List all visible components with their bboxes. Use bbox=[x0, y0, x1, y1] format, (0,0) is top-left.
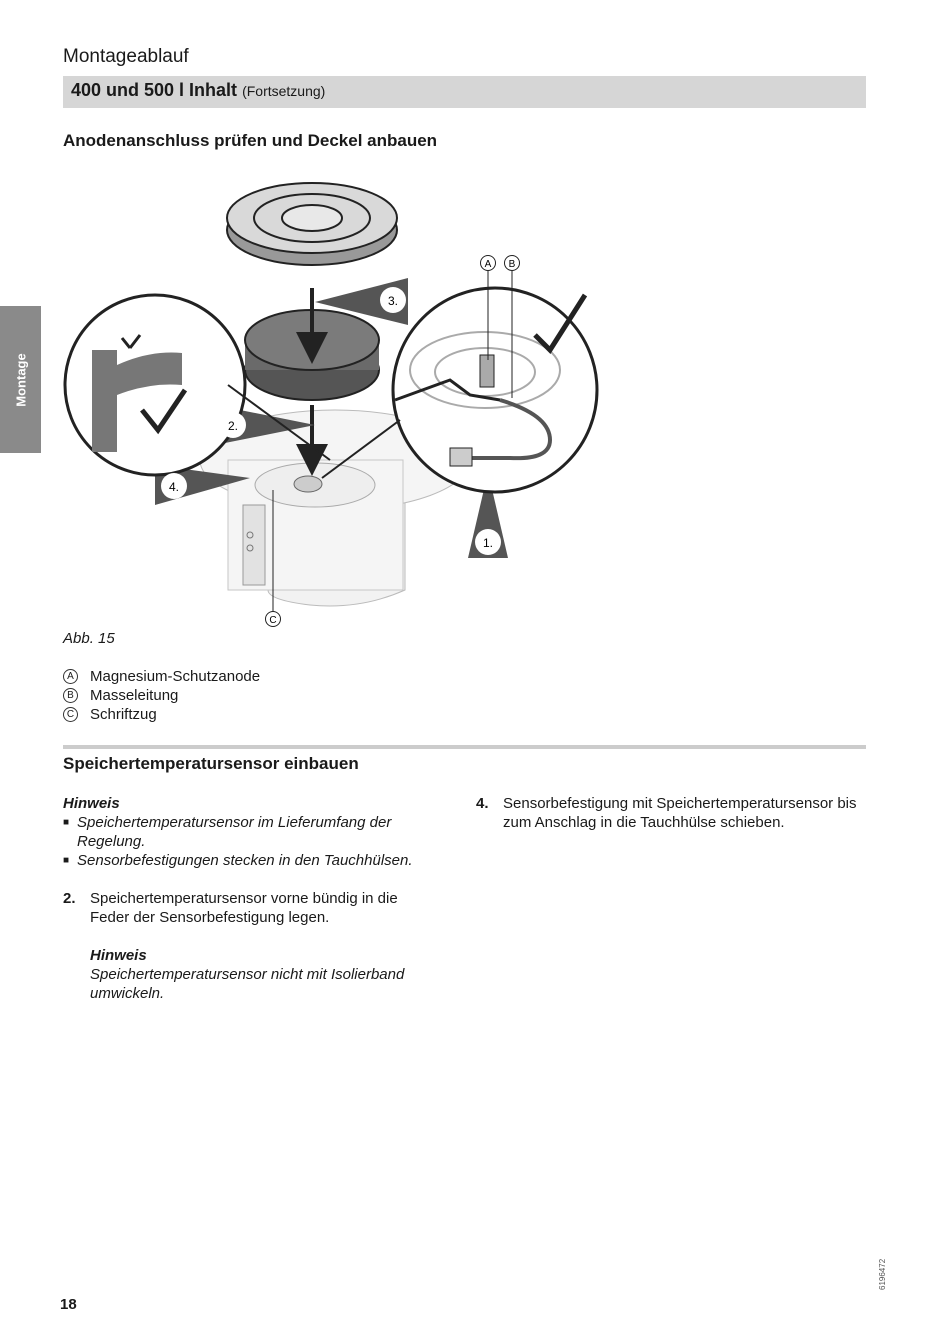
hinweis-bullet bbox=[63, 851, 453, 870]
step-3-label bbox=[380, 287, 406, 313]
callout-c bbox=[266, 612, 281, 627]
step-2 bbox=[63, 889, 453, 1003]
page-title-subtitle: (Fortsetzung) bbox=[242, 83, 326, 99]
callout-a bbox=[481, 256, 496, 271]
legend-text: Schriftzug bbox=[90, 706, 157, 723]
legend-text: Magnesium-Schutzanode bbox=[90, 668, 261, 685]
svg-text:1.: 1. bbox=[482, 536, 494, 550]
svg-text:B: B bbox=[508, 259, 516, 270]
hinweis-text: Speichertemperatursensor nicht mit Isolierband umwickeln. bbox=[90, 966, 405, 1002]
step-4-label bbox=[161, 473, 187, 499]
callout-b bbox=[505, 256, 520, 271]
installation-figure bbox=[60, 160, 620, 630]
legend-item bbox=[63, 668, 260, 685]
side-tab bbox=[0, 306, 41, 453]
bullet-icon: ■ bbox=[63, 817, 70, 828]
legend-item bbox=[63, 706, 157, 723]
legend-item bbox=[63, 687, 178, 704]
title-bar bbox=[63, 76, 866, 108]
step-1-label bbox=[475, 529, 501, 555]
svg-text:A: A bbox=[484, 259, 492, 270]
bullet-icon: ■ bbox=[63, 855, 70, 866]
hinweis-bullet bbox=[63, 813, 453, 851]
hinweis-title: Hinweis bbox=[90, 947, 147, 964]
svg-text:C: C bbox=[269, 615, 277, 626]
step-text: Speichertemperatursensor vorne bündig in die Feder der Sensorbefestigung legen. bbox=[90, 890, 398, 926]
hinweis-bullet-text: Sensorbefestigungen stecken in den Tauchhülsen. bbox=[77, 852, 413, 869]
step-number: 4. bbox=[476, 795, 489, 812]
right-detail-circle bbox=[393, 288, 597, 492]
hinweis-bullet-text: Speichertemperatursensor im Lieferumfang der Regelung. bbox=[77, 814, 392, 850]
legend-text: Masseleitung bbox=[90, 687, 179, 704]
document-id: 6196472 bbox=[878, 1258, 887, 1290]
section-heading-anode: Anodenanschluss prüfen und Deckel anbauen bbox=[63, 131, 438, 150]
page-title-main: 400 und 500 l Inhalt bbox=[71, 80, 238, 100]
figure-caption: Abb. 15 bbox=[63, 630, 115, 647]
right-column bbox=[476, 794, 866, 832]
left-column bbox=[63, 794, 453, 1003]
svg-text:2.: 2. bbox=[227, 419, 239, 433]
legend-letter: A bbox=[63, 669, 78, 684]
hinweis-title: Hinweis bbox=[63, 795, 120, 812]
page-number: 18 bbox=[60, 1296, 77, 1313]
svg-text:4.: 4. bbox=[168, 480, 180, 494]
section-heading-sensor: Speichertemperatursensor einbauen bbox=[63, 754, 359, 773]
step-text: Sensorbefestigung mit Speichertemperatursensor bis zum Anschlag in die Tauchhülse schieben. bbox=[503, 795, 857, 831]
side-tab-label: Montage bbox=[13, 352, 28, 407]
legend-letter: B bbox=[63, 688, 78, 703]
step-number: 2. bbox=[63, 890, 76, 907]
left-detail-circle bbox=[65, 295, 245, 475]
step-4 bbox=[476, 794, 866, 832]
step-2-label bbox=[220, 412, 246, 438]
page-title bbox=[71, 80, 325, 101]
section-title: Montageablauf bbox=[63, 46, 189, 67]
cover-lid bbox=[227, 183, 397, 265]
svg-text:3.: 3. bbox=[387, 294, 399, 308]
legend-letter: C bbox=[63, 707, 78, 722]
section-divider bbox=[63, 745, 866, 749]
